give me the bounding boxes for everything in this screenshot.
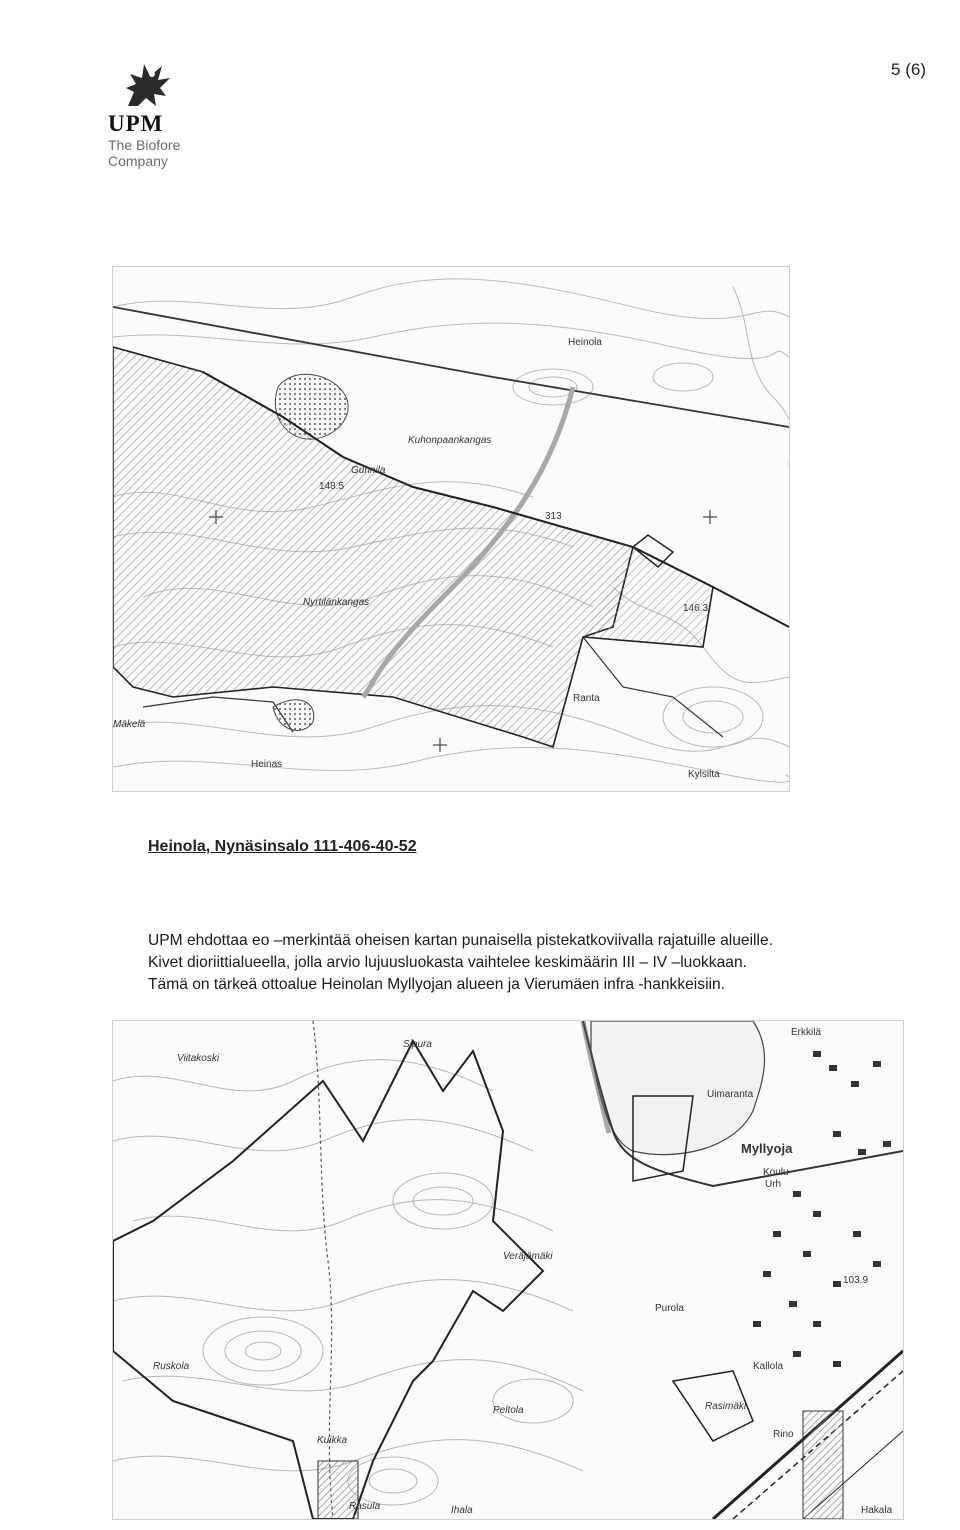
label-hakala: Hakala <box>861 1505 893 1516</box>
label-urh: Urh <box>765 1179 782 1190</box>
label-viitakoski: Viitakoski <box>177 1053 220 1064</box>
label-ranta: Ranta <box>573 693 600 704</box>
topographic-map-bottom <box>113 1021 903 1519</box>
label-erkkila: Erkkilä <box>791 1027 822 1038</box>
label-gunnila: Gunnila <box>351 465 386 476</box>
label-ruskola: Ruskola <box>153 1361 190 1372</box>
label-heinola: Heinola <box>568 337 602 348</box>
paragraph-line-1: UPM ehdottaa eo –merkintää oheisen kartan punaisella pistekatkoviivalla rajatuille alueille. <box>148 932 773 949</box>
griffin-icon <box>116 58 176 110</box>
topographic-map-top <box>113 267 789 791</box>
section-title: Heinola, Nynäsinsalo 111-406-40-52 <box>148 838 417 855</box>
label-313: 313 <box>545 511 562 522</box>
label-kuhonpaankangas: Kuhonpaankangas <box>408 435 492 446</box>
label-kallola: Kallola <box>753 1361 784 1372</box>
label-myllyoja: Myllyoja <box>741 1141 793 1156</box>
map-bottom <box>112 1020 904 1520</box>
label-koulu: Koulu <box>763 1167 789 1178</box>
label-height-1039: 103.9 <box>843 1275 869 1286</box>
logo-tagline-2: Company <box>108 153 168 169</box>
label-rino: Rino <box>773 1429 794 1440</box>
label-nyrtilankangas: Nyrtilänkangas <box>303 597 370 608</box>
label-height-1485: 148.5 <box>319 481 345 492</box>
label-sipura: Sipura <box>403 1039 432 1050</box>
label-rasimaki: Rasimäki <box>705 1401 747 1412</box>
logo-tagline-1: The Biofore <box>108 137 181 153</box>
label-kylsilta: Kylsilta <box>688 769 720 780</box>
upm-logo <box>108 58 208 169</box>
label-verajamaki: Veräjämäki <box>503 1251 553 1262</box>
label-kuikka: Kuikka <box>317 1435 348 1446</box>
page-number: 5 (6) <box>891 60 926 79</box>
label-height-1463: 146.3 <box>683 603 709 614</box>
logo-wordmark: UPM <box>108 111 164 136</box>
label-makela: Mäkelä <box>113 719 146 730</box>
label-rasula: Rasula <box>349 1501 381 1512</box>
paragraph-line-3: Tämä on tärkeä ottoalue Heinolan Myllyojan alueen ja Vierumäen infra -hankkeisiin. <box>148 976 726 993</box>
paragraph-line-2: Kivet dioriittialueella, jolla arvio lujuusluokasta vaihtelee keskimäärin III – IV –luokkaan. <box>148 954 747 971</box>
label-purola: Purola <box>655 1303 684 1314</box>
label-peltola: Peltola <box>493 1405 524 1416</box>
map-top <box>112 266 790 792</box>
label-ihala: Ihala <box>451 1505 473 1516</box>
label-uimaranta: Uimaranta <box>707 1089 754 1100</box>
label-heinas: Heinas <box>251 759 283 770</box>
section-paragraph <box>148 930 948 996</box>
